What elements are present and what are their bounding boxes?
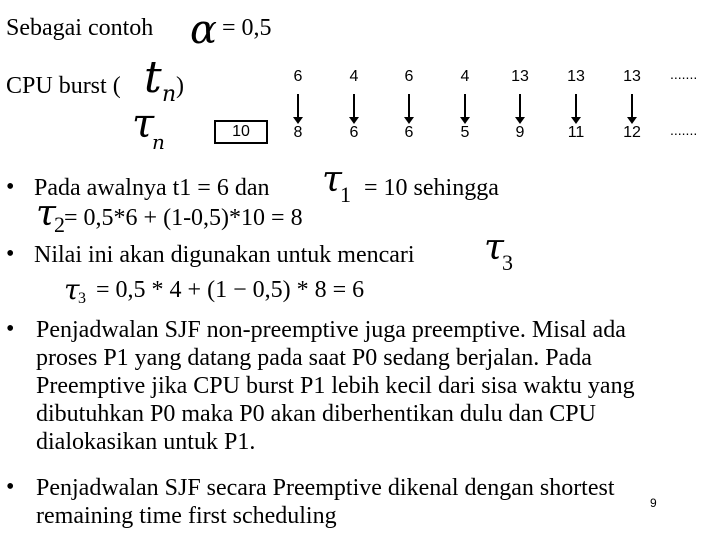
tau-value: 6 [349,124,359,141]
down-arrow-icon [519,94,521,118]
tau-1-symbol: τ [322,159,342,200]
down-arrow-icon [575,94,577,118]
tau-3-symbol: τ [484,227,504,268]
down-arrow-icon [631,94,633,118]
tau-value: 12 [623,124,641,141]
bullet-3-text: Penjadwalan SJF non-preemptive juga preemptive. Misal ada proses P1 yang datang pada saat P0 sedang berjalan. Pada Preemptive jika CPU burst P1 lebih kecil dari sisa waktu yang dibutuhkan P0 maka P0 akan diberhentikan dulu dan CPU dialokasikan untuk P1. [36,317,635,455]
down-arrow-icon [408,94,410,118]
down-arrow-icon [353,94,355,118]
burst-value: 6 [404,68,414,85]
formula-tau-subscript: 3 [78,290,86,307]
tau-3-subscript: 3 [502,250,513,275]
tau-value: 11 [567,124,585,141]
tau-2-symbol: τ [36,193,56,234]
tau-2-equation: = 0,5*6 + (1-0,5)*10 = 8 [64,205,303,231]
burst-value: 4 [460,68,470,85]
down-arrow-icon [464,94,466,118]
burst-symbol: t [144,52,162,103]
tau-value: 8 [293,124,303,141]
bullet-icon: • [6,241,15,267]
burst-value: 4 [349,68,359,85]
burst-value: 13 [567,68,585,85]
alpha-value: = 0,5 [222,15,272,41]
burst-subscript: n [162,82,177,107]
tau-subscript: n [152,130,165,154]
burst-label-suffix: ) [176,73,184,99]
tau-ellipsis: ....... [670,122,698,138]
formula-expression: = 0,5 * 4 + (1 − 0,5) * 8 = 6 [96,277,365,303]
burst-ellipsis: ....... [670,66,698,82]
tau-value: 6 [404,124,414,141]
tau-2-subscript: 2 [54,212,65,237]
bullet-1-text-end: = 10 sehingga [364,175,499,201]
tau-1-subscript: 1 [340,182,351,207]
example-text: Sebagai contoh [6,15,154,41]
burst-value: 13 [623,68,641,85]
tau-value: 5 [460,124,470,141]
bullet-4-text: Penjadwalan SJF secara Preemptive dikenal dengan shortest remaining time first scheduling [36,475,615,529]
tau-value: 9 [515,124,525,141]
alpha-symbol: α [190,7,218,53]
burst-value: 6 [293,68,303,85]
burst-value: 13 [511,68,529,85]
bullet-2-text: Nilai ini akan digunakan untuk mencari [34,242,415,268]
bullet-icon: • [6,474,15,500]
bullet-icon: • [6,174,15,200]
formula-tau-symbol: τ [64,273,80,306]
down-arrow-icon [297,94,299,118]
tau-initial-box: 10 [214,120,268,144]
bullet-1-text: Pada awalnya t1 = 6 dan [34,175,270,201]
page-number: 9 [650,496,657,510]
tau-symbol: τ [132,101,155,147]
burst-label-prefix: CPU burst ( [6,73,121,99]
bullet-icon: • [6,316,15,342]
